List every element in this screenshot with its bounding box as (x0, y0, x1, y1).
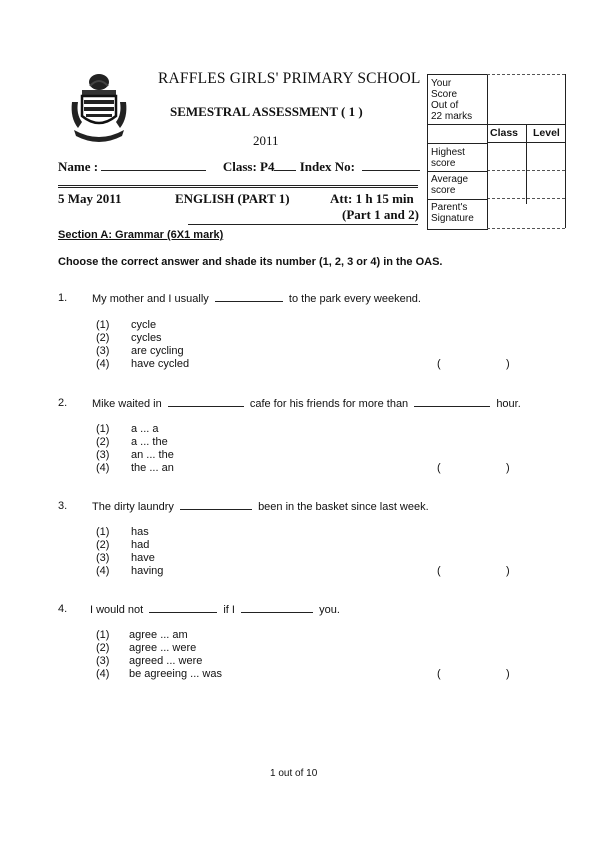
question-4-text: I would not if I you. (90, 604, 340, 616)
name-label: Name : (58, 159, 99, 174)
index-label: Index No: (299, 159, 355, 174)
question-1-option-2: cycles (131, 332, 162, 344)
your-score-cell: Your Score Out of 22 marks (431, 78, 473, 122)
question-4-option-1-number: (1) (96, 629, 110, 641)
question-1-answer-open: ( (437, 358, 441, 370)
question-3-blank (180, 500, 252, 510)
question-4-option-2-number: (2) (96, 642, 110, 654)
question-4-option-3-number: (3) (96, 655, 110, 667)
question-3-option-3-number: (3) (96, 552, 110, 564)
question-2-answer-open: ( (437, 462, 441, 474)
question-1-text: My mother and I usually to the park every weekend. (92, 293, 421, 305)
question-1-option-3-number: (3) (96, 345, 110, 357)
question-3-number: 3. (58, 500, 68, 512)
name-field[interactable] (101, 161, 206, 171)
question-4-blank-1 (149, 603, 217, 613)
year: 2011 (253, 133, 279, 148)
question-3-option-3: have (131, 552, 155, 564)
header-divider-top (58, 185, 418, 186)
question-4-option-4: be agreeing ... was (129, 668, 222, 680)
class-field[interactable] (274, 161, 296, 171)
score-table (427, 74, 488, 230)
question-4-option-3: agreed ... were (129, 655, 203, 667)
question-3-option-4-number: (4) (96, 565, 110, 577)
question-4-answer-open: ( (437, 668, 441, 680)
question-3-option-2: had (131, 539, 150, 551)
class-label: Class: P4 (222, 159, 275, 174)
question-4-number: 4. (58, 603, 68, 615)
class-column-header: Class (490, 127, 519, 139)
question-2-option-3: an ... the (131, 449, 174, 461)
question-2-option-3-number: (3) (96, 449, 110, 461)
section-title: Section A: Grammar (6X1 mark) (58, 229, 224, 241)
question-1-blank (215, 292, 283, 302)
question-1-option-4: have cycled (131, 358, 190, 370)
question-2-option-1: a ... a (131, 423, 159, 435)
question-2-option-4: the ... an (131, 462, 174, 474)
question-3-option-1: has (131, 526, 149, 538)
question-2-blank-2 (414, 397, 490, 407)
question-2-blank-1 (168, 397, 244, 407)
question-4-answer-close: ) (506, 668, 510, 680)
question-2-option-1-number: (1) (96, 423, 110, 435)
attempt-parts: (Part 1 and 2) (342, 207, 419, 222)
page-number: 1 out of 10 (270, 768, 318, 779)
parent-signature-label: Parent's Signature (431, 202, 474, 224)
question-3-answer-close: ) (506, 565, 510, 577)
question-2-option-2-number: (2) (96, 436, 110, 448)
question-3-option-2-number: (2) (96, 539, 110, 551)
index-field[interactable] (362, 161, 420, 171)
school-crest-logo (68, 72, 130, 144)
exam-date: 5 May 2011 (58, 191, 122, 206)
section-instruction: Choose the correct answer and shade its number (1, 2, 3 or 4) in the OAS. (58, 256, 443, 268)
question-1-option-2-number: (2) (96, 332, 110, 344)
question-1-option-1-number: (1) (96, 319, 110, 331)
question-3-option-4: having (131, 565, 164, 577)
question-4-option-1: agree ... am (129, 629, 188, 641)
header-divider-bottom (58, 187, 418, 188)
question-2-option-4-number: (4) (96, 462, 110, 474)
question-2-number: 2. (58, 397, 68, 409)
question-4-option-4-number: (4) (96, 668, 110, 680)
question-2-text: Mike waited in cafe for his friends for more than hour. (92, 398, 521, 410)
question-1-answer-close: ) (506, 358, 510, 370)
question-2-answer-close: ) (506, 462, 510, 474)
question-4-option-2: agree ... were (129, 642, 197, 654)
average-score-label: Average score (431, 174, 469, 196)
level-column-header: Level (533, 127, 560, 139)
school-name: RAFFLES GIRLS' PRIMARY SCHOOL (158, 70, 421, 87)
question-1-option-1: cycle (131, 319, 157, 331)
question-3-option-1-number: (1) (96, 526, 110, 538)
question-1-option-3: are cycling (131, 345, 184, 357)
assessment-title: SEMESTRAL ASSESSMENT ( 1 ) (170, 104, 363, 119)
question-2-option-2: a ... the (131, 436, 168, 448)
subject-title: ENGLISH (PART 1) (175, 191, 290, 206)
attempt-time: Att: 1 h 15 min (330, 191, 414, 206)
question-4-blank-2 (241, 603, 313, 613)
name-row (58, 159, 420, 175)
question-1-number: 1. (58, 292, 68, 304)
question-1-option-4-number: (4) (96, 358, 110, 370)
header-divider-lower (188, 224, 418, 225)
question-3-answer-open: ( (437, 565, 441, 577)
question-3-text: The dirty laundry been in the basket since last week. (92, 501, 429, 513)
highest-score-label: Highest score (431, 147, 465, 169)
